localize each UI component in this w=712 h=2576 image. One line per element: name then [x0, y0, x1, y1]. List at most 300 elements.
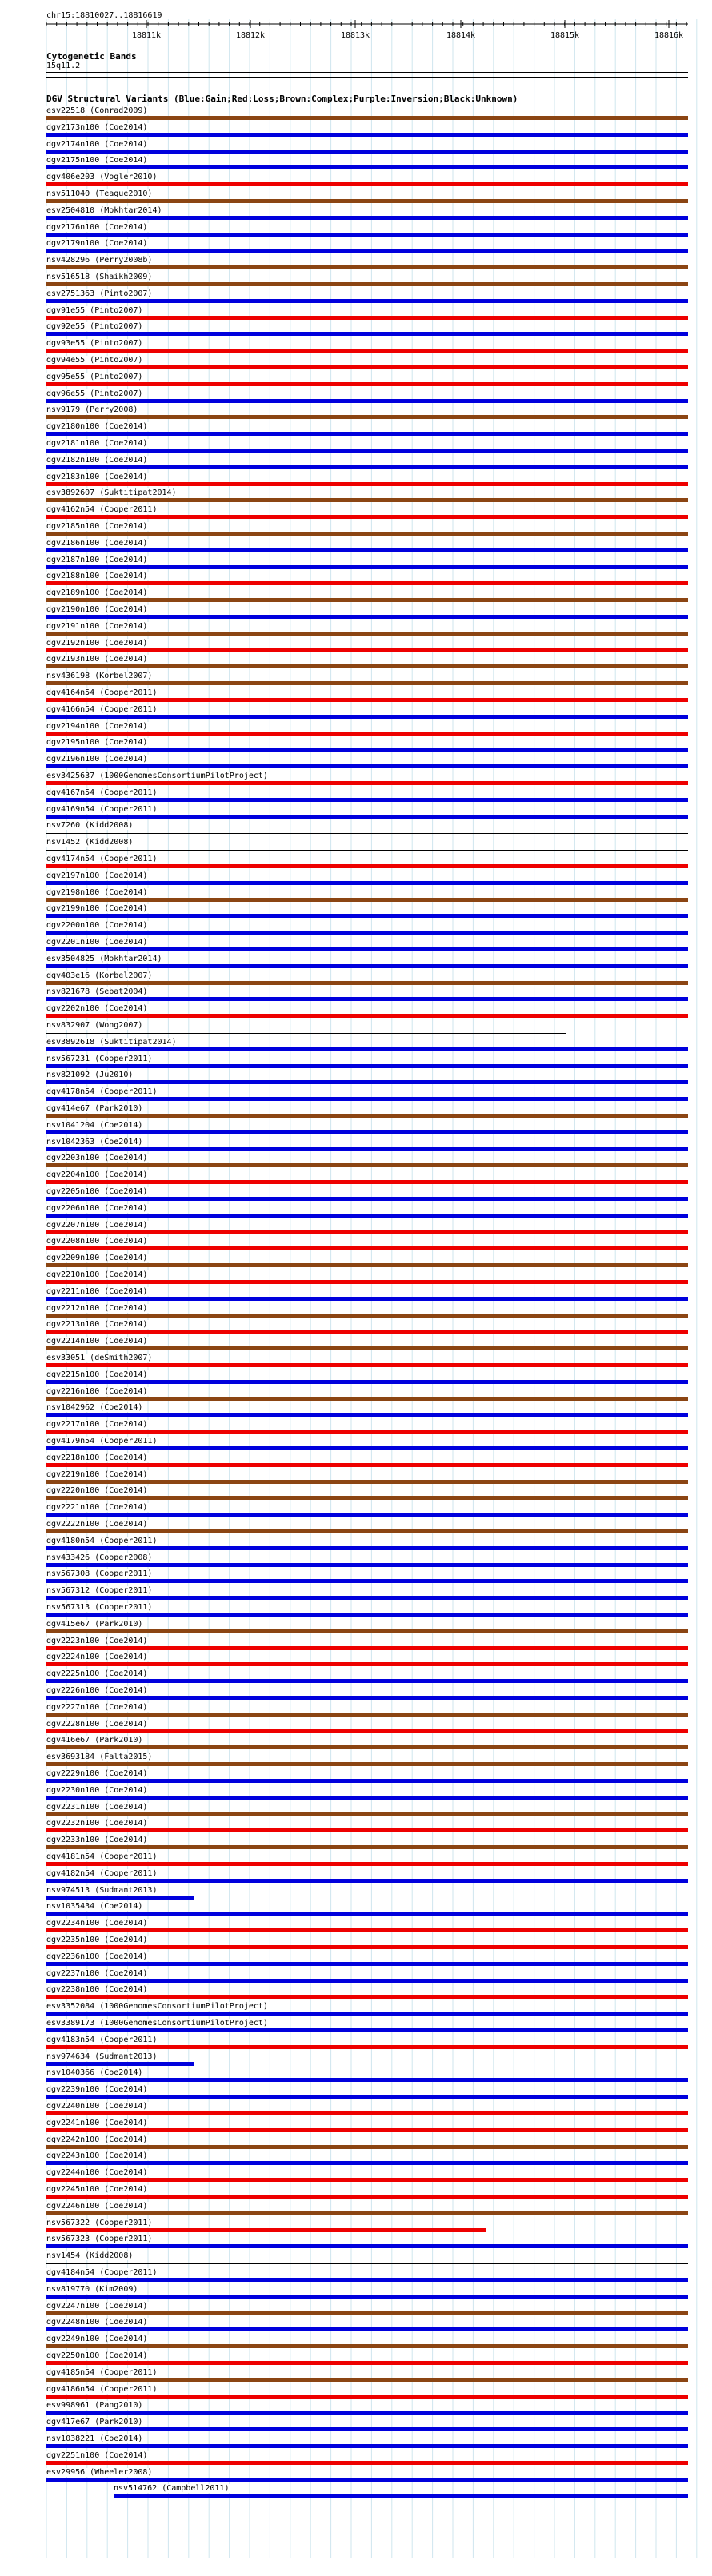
variant-track[interactable]: [46, 1354, 688, 1370]
variant-track[interactable]: [46, 1453, 688, 1470]
variant-bar[interactable]: [46, 850, 688, 851]
variant-bar[interactable]: [46, 2378, 688, 2382]
variant-bar[interactable]: [46, 981, 688, 985]
variant-bar[interactable]: [46, 233, 688, 237]
variant-track[interactable]: [46, 2185, 688, 2202]
variant-bar[interactable]: [46, 1463, 688, 1467]
variant-bar[interactable]: [46, 2411, 688, 2415]
variant-bar[interactable]: [46, 997, 688, 1001]
variant-bar[interactable]: [46, 1928, 688, 1932]
variant-bar[interactable]: [46, 864, 688, 868]
variant-track[interactable]: [46, 1686, 688, 1703]
variant-bar[interactable]: [46, 732, 688, 736]
variant-track[interactable]: [46, 2302, 688, 2319]
variant-track[interactable]: [46, 2385, 688, 2402]
variant-bar[interactable]: [46, 1513, 688, 1517]
variant-track[interactable]: [46, 1936, 688, 1952]
variant-bar[interactable]: [46, 2461, 688, 2465]
variant-bar[interactable]: [46, 116, 688, 120]
variant-bar[interactable]: [46, 1962, 688, 1966]
variant-track[interactable]: [46, 605, 688, 622]
variant-track[interactable]: [46, 1786, 688, 1803]
variant-track[interactable]: [46, 206, 688, 223]
variant-bar[interactable]: [46, 2128, 688, 2132]
variant-bar[interactable]: [46, 2327, 688, 2331]
variant-bar[interactable]: [46, 1779, 688, 1783]
variant-bar[interactable]: [46, 764, 688, 768]
variant-track[interactable]: [46, 2102, 688, 2119]
variant-track[interactable]: [46, 2202, 688, 2219]
variant-track[interactable]: [46, 2468, 688, 2485]
variant-track[interactable]: [46, 1420, 688, 1437]
variant-bar[interactable]: [46, 1896, 194, 1900]
variant-track[interactable]: [46, 505, 688, 522]
variant-bar[interactable]: [46, 2095, 688, 2099]
variant-bar[interactable]: [46, 898, 688, 902]
variant-track[interactable]: [46, 1836, 688, 1852]
variant-track[interactable]: [46, 2019, 688, 2036]
variant-bar[interactable]: [46, 216, 688, 220]
variant-bar[interactable]: [46, 1596, 688, 1600]
variant-bar[interactable]: [46, 2444, 688, 2448]
variant-track[interactable]: [46, 2151, 688, 2168]
variant-bar[interactable]: [46, 598, 688, 602]
variant-track[interactable]: [46, 1237, 688, 1254]
variant-bar[interactable]: [46, 664, 688, 668]
variant-track[interactable]: [46, 1819, 688, 1836]
variant-track-label: dgv2211n100 (Coe2014): [46, 1286, 148, 1296]
variant-bar[interactable]: [46, 1280, 688, 1284]
variant-bar[interactable]: [46, 1546, 688, 1550]
variant-bar[interactable]: [46, 1629, 688, 1633]
variant-track[interactable]: [46, 955, 688, 971]
variant-track-label: dgv2239n100 (Coe2014): [46, 2085, 148, 2095]
variant-bar[interactable]: [46, 815, 688, 819]
variant-track[interactable]: [46, 140, 688, 157]
variant-bar[interactable]: [46, 548, 688, 552]
variant-track[interactable]: [46, 1637, 688, 1653]
variant-bar[interactable]: [46, 2145, 688, 2149]
variant-bar[interactable]: [46, 964, 688, 968]
variant-bar[interactable]: [46, 565, 688, 569]
variant-track[interactable]: [46, 422, 688, 439]
variant-bar[interactable]: [46, 2228, 486, 2232]
variant-track[interactable]: [46, 2251, 688, 2268]
variant-track[interactable]: [46, 273, 688, 289]
variant-bar[interactable]: [46, 1230, 688, 1234]
variant-track[interactable]: [46, 938, 688, 955]
variant-track[interactable]: [46, 306, 688, 323]
variant-track[interactable]: [46, 588, 688, 605]
variant-track[interactable]: [46, 2068, 688, 2085]
variant-bar[interactable]: [46, 2395, 688, 2399]
variant-bar[interactable]: [46, 1380, 688, 1384]
variant-bar[interactable]: [46, 1246, 688, 1250]
variant-bar[interactable]: [46, 615, 688, 619]
variant-bar[interactable]: [46, 133, 688, 137]
variant-bar[interactable]: [46, 1480, 688, 1484]
variant-bar[interactable]: [46, 150, 688, 154]
variant-bar[interactable]: [46, 1812, 688, 1816]
variant-track[interactable]: [46, 855, 688, 871]
variant-bar[interactable]: [46, 1729, 688, 1733]
variant-track[interactable]: [46, 223, 688, 240]
variant-track[interactable]: [114, 2484, 688, 2501]
variant-bar[interactable]: [46, 382, 688, 386]
variant-track[interactable]: [46, 639, 688, 656]
cytoband-track-line-lower: [46, 77, 688, 78]
variant-bar[interactable]: [46, 748, 688, 752]
variant-bar[interactable]: [46, 1496, 688, 1500]
variant-bar[interactable]: [46, 1314, 688, 1318]
variant-bar[interactable]: [46, 349, 688, 353]
variant-track[interactable]: [46, 987, 688, 1004]
variant-bar[interactable]: [46, 265, 688, 269]
variant-track[interactable]: [46, 2052, 688, 2069]
variant-track[interactable]: [46, 239, 688, 256]
variant-bar[interactable]: [46, 482, 688, 486]
variant-track[interactable]: [46, 572, 688, 588]
variant-track-label: dgv2214n100 (Coe2014): [46, 1337, 148, 1346]
variant-track[interactable]: [46, 2335, 688, 2351]
variant-track[interactable]: [46, 439, 688, 456]
variant-bar[interactable]: [46, 415, 688, 419]
variant-bar[interactable]: [46, 1529, 688, 1533]
ruler-tick-label: 18814k: [446, 31, 476, 40]
variant-bar[interactable]: [46, 931, 688, 935]
variant-track[interactable]: [46, 256, 688, 273]
variant-bar[interactable]: [46, 1080, 688, 1084]
variant-track[interactable]: [46, 1669, 688, 1686]
variant-bar[interactable]: [46, 2244, 688, 2248]
variant-bar[interactable]: [46, 182, 688, 186]
variant-bar[interactable]: [46, 2195, 688, 2199]
variant-bar[interactable]: [46, 199, 688, 203]
variant-bar[interactable]: [46, 2211, 688, 2215]
variant-track[interactable]: [46, 2219, 688, 2235]
variant-bar[interactable]: [46, 947, 688, 951]
variant-track[interactable]: [46, 2119, 688, 2135]
variant-track[interactable]: [46, 1985, 688, 2002]
variant-track[interactable]: [46, 2285, 688, 2302]
variant-track[interactable]: [46, 1503, 688, 1520]
variant-track[interactable]: [46, 1703, 688, 1720]
variant-bar[interactable]: [46, 2311, 688, 2315]
variant-bar[interactable]: [46, 2344, 688, 2348]
variant-bar[interactable]: [46, 1995, 688, 1999]
variant-bar[interactable]: [46, 2078, 688, 2082]
variant-track-label: dgv2200n100 (Coe2014): [46, 921, 148, 931]
variant-track[interactable]: [46, 871, 688, 888]
variant-track[interactable]: [46, 2085, 688, 2102]
variant-bar[interactable]: [46, 2278, 688, 2282]
variant-bar[interactable]: [46, 1430, 688, 1434]
variant-track[interactable]: [46, 1104, 688, 1121]
variant-track[interactable]: [46, 1138, 688, 1154]
variant-bar[interactable]: [46, 1147, 688, 1151]
variant-track[interactable]: [46, 1204, 688, 1221]
variant-track[interactable]: [46, 123, 688, 140]
variant-bar[interactable]: [46, 1363, 688, 1367]
variant-bar[interactable]: [46, 498, 688, 502]
variant-track[interactable]: [46, 405, 688, 422]
variant-track[interactable]: [46, 473, 688, 489]
variant-bar[interactable]: [46, 332, 688, 336]
variant-bar[interactable]: [46, 299, 688, 303]
variant-bar[interactable]: [46, 1330, 688, 1334]
variant-track[interactable]: [46, 2451, 688, 2468]
variant-track[interactable]: [46, 1470, 688, 1487]
variant-track[interactable]: [46, 1902, 688, 1919]
variant-track[interactable]: [46, 1952, 688, 1969]
variant-bar[interactable]: [46, 1745, 688, 1749]
variant-track[interactable]: [46, 755, 688, 772]
variant-track[interactable]: [46, 722, 688, 739]
variant-track[interactable]: [46, 2401, 688, 2418]
variant-bar[interactable]: [46, 515, 688, 519]
variant-bar[interactable]: [46, 1297, 688, 1301]
variant-track[interactable]: [46, 1553, 688, 1570]
variant-track[interactable]: [46, 1852, 688, 1869]
variant-bar[interactable]: [46, 399, 688, 403]
variant-bar[interactable]: [46, 1879, 688, 1883]
variant-bar[interactable]: [46, 1130, 688, 1134]
variant-track[interactable]: [46, 921, 688, 938]
variant-track[interactable]: [46, 1320, 688, 1337]
variant-bar[interactable]: [46, 1713, 688, 1717]
variant-bar[interactable]: [46, 432, 688, 436]
variant-bar[interactable]: [46, 282, 688, 286]
variant-track[interactable]: [46, 655, 688, 672]
variant-track[interactable]: [46, 705, 688, 722]
variant-bar[interactable]: [46, 1214, 688, 1218]
variant-track[interactable]: [46, 1603, 688, 1620]
variant-bar[interactable]: [46, 1679, 688, 1683]
variant-track[interactable]: [46, 622, 688, 639]
variant-bar[interactable]: [46, 833, 688, 834]
variant-bar[interactable]: [46, 1613, 688, 1617]
variant-track[interactable]: [46, 1387, 688, 1404]
variant-track[interactable]: [46, 1569, 688, 1586]
variant-track[interactable]: [46, 1004, 688, 1021]
variant-bar[interactable]: [46, 249, 688, 253]
variant-track[interactable]: [46, 1071, 688, 1087]
variant-bar[interactable]: [46, 1446, 688, 1450]
variant-track[interactable]: [46, 1187, 688, 1204]
variant-track[interactable]: [46, 1520, 688, 1537]
variant-bar[interactable]: [46, 2062, 194, 2066]
variant-track-label: nsv1041204 (Coe2014): [46, 1120, 143, 1130]
variant-track[interactable]: [46, 971, 688, 988]
variant-bar[interactable]: [46, 165, 688, 169]
variant-track[interactable]: [46, 189, 688, 206]
variant-bar[interactable]: [46, 1828, 688, 1832]
variant-bar[interactable]: [46, 449, 688, 453]
variant-track[interactable]: [46, 488, 688, 505]
variant-bar[interactable]: [46, 1912, 688, 1916]
variant-track[interactable]: [46, 1121, 688, 1138]
variant-bar[interactable]: [46, 1197, 688, 1201]
variant-track[interactable]: [46, 1720, 688, 1737]
variant-bar[interactable]: [46, 1845, 688, 1849]
variant-track[interactable]: [46, 904, 688, 921]
variant-track[interactable]: [46, 106, 688, 123]
variant-track[interactable]: [46, 1287, 688, 1304]
variant-bar[interactable]: [46, 1064, 688, 1068]
variant-track[interactable]: [46, 1370, 688, 1387]
variant-track[interactable]: [46, 2135, 688, 2152]
variant-bar[interactable]: [46, 2045, 688, 2049]
variant-track[interactable]: [46, 1038, 688, 1055]
variant-track[interactable]: [46, 1803, 688, 1820]
variant-bar[interactable]: [46, 2012, 688, 2016]
variant-track-label: dgv2223n100 (Coe2014): [46, 1636, 148, 1645]
variant-track[interactable]: [46, 1537, 688, 1553]
variant-track[interactable]: [46, 1753, 688, 1769]
variant-bar[interactable]: [46, 881, 688, 885]
variant-track[interactable]: [46, 2168, 688, 2185]
variant-track[interactable]: [46, 1221, 688, 1238]
variant-bar[interactable]: [46, 798, 688, 802]
variant-track[interactable]: [46, 1486, 688, 1503]
variant-bar[interactable]: [46, 1945, 688, 1949]
variant-track[interactable]: [46, 2368, 688, 2385]
variant-track[interactable]: [46, 289, 688, 306]
variant-track[interactable]: [46, 2002, 688, 2019]
variant-bar[interactable]: [46, 1796, 688, 1800]
variant-track[interactable]: [46, 838, 688, 855]
variant-bar[interactable]: [46, 1163, 688, 1167]
variant-bar[interactable]: [46, 365, 688, 369]
variant-bar[interactable]: [46, 1563, 688, 1567]
variant-bar[interactable]: [46, 1646, 688, 1650]
variant-bar[interactable]: [46, 2028, 688, 2032]
variant-track[interactable]: [46, 539, 688, 556]
variant-track[interactable]: [46, 1170, 688, 1187]
variant-track[interactable]: [46, 156, 688, 173]
variant-track[interactable]: [46, 456, 688, 473]
variant-bar[interactable]: [46, 2427, 688, 2431]
variant-track[interactable]: [46, 373, 688, 389]
variant-bar[interactable]: [46, 1097, 688, 1101]
variant-bar[interactable]: [46, 465, 688, 469]
variant-track[interactable]: [46, 2351, 688, 2368]
variant-bar[interactable]: [46, 632, 688, 636]
variant-bar[interactable]: [114, 2494, 688, 2498]
variant-track-label: nsv433426 (Cooper2008): [46, 1553, 153, 1562]
variant-bar[interactable]: [46, 1180, 688, 1184]
variant-track-label: dgv2251n100 (Coe2014): [46, 2450, 148, 2460]
variant-track[interactable]: [46, 1437, 688, 1453]
variant-track[interactable]: [46, 788, 688, 805]
variant-track[interactable]: [46, 1055, 688, 1071]
variant-track[interactable]: [46, 556, 688, 572]
variant-track[interactable]: [46, 1620, 688, 1637]
variant-bar[interactable]: [46, 2295, 688, 2299]
variant-track[interactable]: [46, 1969, 688, 1986]
variant-bar[interactable]: [46, 2161, 688, 2165]
variant-bar[interactable]: [46, 1263, 688, 1267]
variant-bar[interactable]: [46, 681, 688, 685]
variant-bar[interactable]: [46, 1033, 566, 1034]
variant-bar[interactable]: [46, 1014, 688, 1018]
variant-track[interactable]: [46, 772, 688, 788]
variant-track[interactable]: [46, 522, 688, 539]
variant-track[interactable]: [46, 2318, 688, 2335]
variant-bar[interactable]: [46, 581, 688, 585]
variant-bar[interactable]: [46, 1862, 688, 1866]
variant-track[interactable]: [46, 2036, 688, 2052]
variant-track[interactable]: [46, 738, 688, 755]
variant-bar[interactable]: [46, 1047, 688, 1051]
variant-track[interactable]: [46, 2235, 688, 2251]
variant-bar[interactable]: [46, 1579, 688, 1583]
variant-track[interactable]: [46, 1736, 688, 1753]
variant-track[interactable]: [46, 1919, 688, 1936]
variant-bar[interactable]: [46, 2178, 688, 2182]
variant-track[interactable]: [46, 1769, 688, 1786]
variant-bar[interactable]: [46, 1114, 688, 1118]
variant-track[interactable]: [46, 821, 688, 838]
variant-track[interactable]: [46, 1337, 688, 1354]
variant-track[interactable]: [46, 1270, 688, 1287]
variant-bar[interactable]: [46, 914, 688, 918]
variant-track[interactable]: [46, 688, 688, 705]
variant-track[interactable]: [46, 1403, 688, 1420]
variant-track[interactable]: [46, 805, 688, 822]
variant-bar[interactable]: [46, 1696, 688, 1700]
variant-bar[interactable]: [46, 1346, 688, 1350]
variant-track[interactable]: [46, 1886, 688, 1903]
variant-track[interactable]: [46, 1304, 688, 1321]
variant-track[interactable]: [46, 322, 688, 339]
variant-bar[interactable]: [46, 2361, 688, 2365]
variant-track[interactable]: [46, 1254, 688, 1270]
variant-track[interactable]: [46, 173, 688, 189]
variant-track-label: dgv2243n100 (Coe2014): [46, 2151, 148, 2161]
variant-track[interactable]: [46, 1586, 688, 1603]
variant-bar[interactable]: [46, 1397, 688, 1401]
variant-bar[interactable]: [46, 532, 688, 536]
variant-track[interactable]: [46, 2268, 688, 2285]
variant-bar[interactable]: [46, 1762, 688, 1766]
variant-bar[interactable]: [46, 2478, 688, 2482]
variant-track[interactable]: [46, 389, 688, 406]
variant-bar[interactable]: [46, 781, 688, 785]
variant-bar[interactable]: [46, 316, 688, 320]
variant-bar[interactable]: [46, 648, 688, 652]
variant-bar[interactable]: [46, 715, 688, 719]
variant-track[interactable]: [46, 1154, 688, 1170]
variant-track[interactable]: [46, 1869, 688, 1886]
variant-track[interactable]: [46, 888, 688, 905]
variant-track[interactable]: [46, 2418, 688, 2434]
variant-track-label: dgv2245n100 (Coe2014): [46, 2185, 148, 2194]
variant-bar[interactable]: [46, 1662, 688, 1666]
variant-bar[interactable]: [46, 2263, 688, 2264]
variant-bar[interactable]: [46, 1979, 688, 1983]
variant-track[interactable]: [46, 2434, 688, 2451]
variant-track[interactable]: [46, 339, 688, 356]
variant-track[interactable]: [46, 672, 688, 688]
variant-track[interactable]: [46, 356, 688, 373]
variant-bar[interactable]: [46, 2111, 688, 2115]
variant-bar[interactable]: [46, 1413, 688, 1417]
variant-track[interactable]: [46, 1021, 688, 1038]
variant-track[interactable]: [46, 1653, 688, 1669]
variant-track[interactable]: [46, 1087, 688, 1104]
variant-bar[interactable]: [46, 698, 688, 702]
